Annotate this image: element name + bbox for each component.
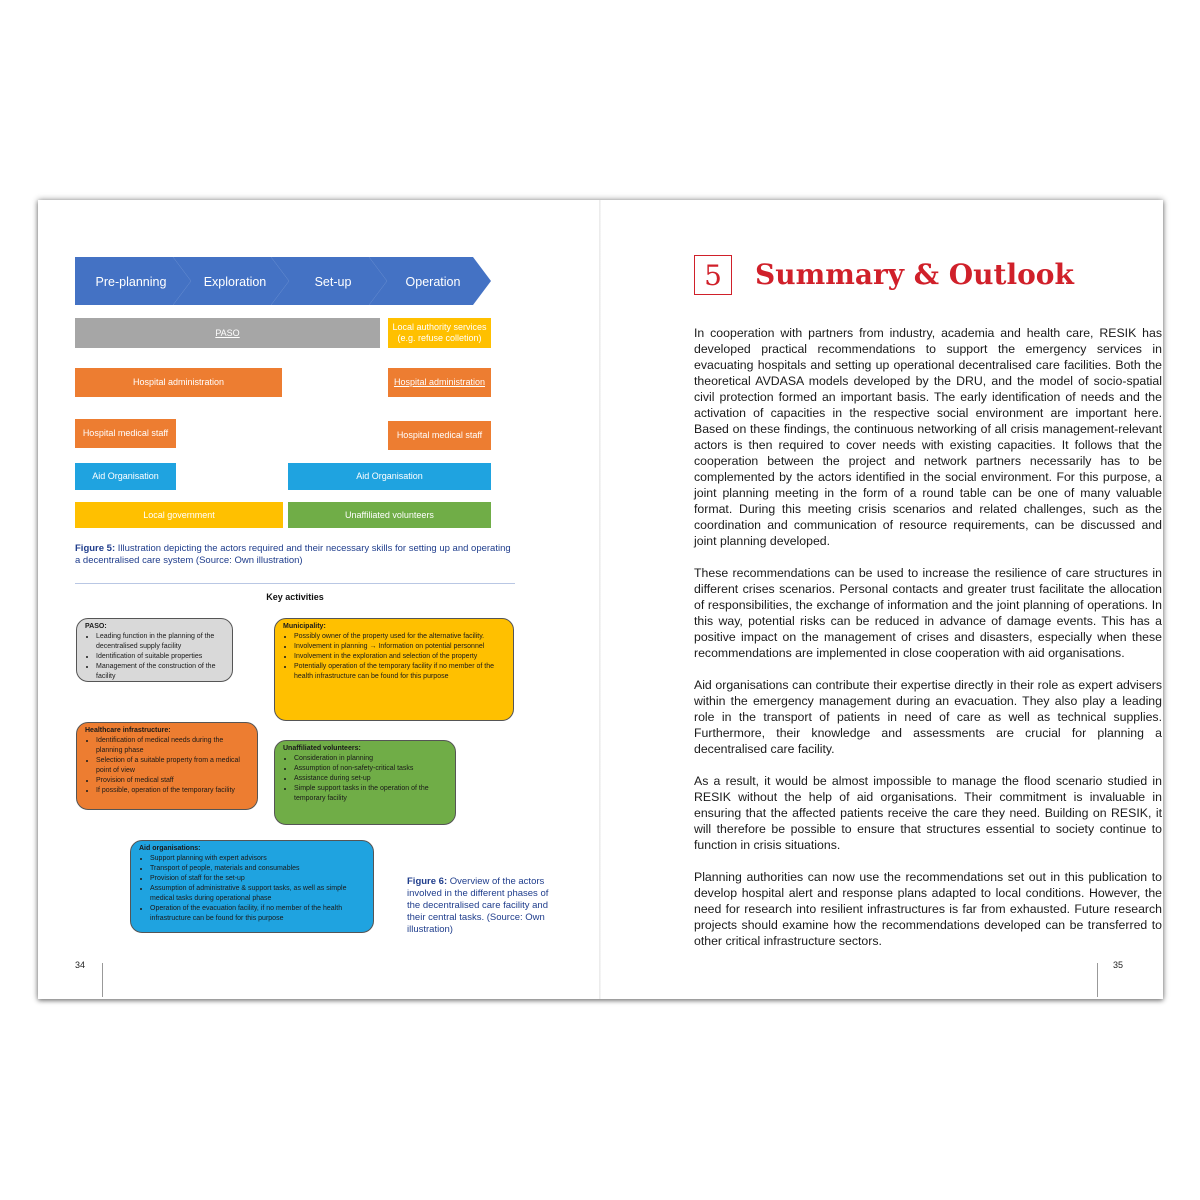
- role-medical-staff-2: Hospital medical staff: [388, 421, 491, 450]
- box-title: PASO:: [85, 623, 107, 630]
- list-item: • Provision of staff for the set-up: [150, 874, 365, 884]
- paragraph: Planning authorities can now use the recommendations set out in this publication to develop hospital alert and response plans adapted to local conditions. However, the need for research into resilient infrastructures is far from exhausted. Future research projects should examine how the recommendations developed can be transferred to other critical infrastructure sectors.: [694, 870, 1162, 948]
- chapter-title: Summary & Outlook: [755, 258, 1074, 291]
- paragraph: In cooperation with partners from industry, academia and health care, RESIK has developed practical recommendations to support the emergency services in evacuating hospitals and setting up operational decentralised care facilities. Both the theoretical AVDASA models developed by the DRU, and the model of socio-spatial civil protection formed an important basis. The early identification of needs and the activation of capacities in the respective social environment are important here. Based on these findings, the continuous networking of all crisis management-relevant actors is then required to cover needs with existing capacities. It follows that the cooperation between the project and network partners necessarily has to be complemented by the actors identified in the social environment. For this purpose, a joint planning meeting in the form of a round table can be one of many valuable format. During this meeting crisis scenarios and related challenges, such as the coordination and communication of resource requirements, can be discussed and joint planning developed.: [694, 326, 1162, 548]
- list-item: • Management of the construction of the facility: [96, 662, 224, 682]
- box-paso: [76, 618, 233, 682]
- list-item: • Provision of medical staff: [96, 776, 249, 786]
- list-item: • Identification of medical needs during the planning phase: [96, 736, 249, 756]
- list-item: • If possible, operation of the temporary facility: [96, 786, 249, 796]
- role-medical-staff-1: Hospital medical staff: [75, 419, 176, 448]
- box-aid-organisations: [130, 840, 374, 933]
- list-item: • Assumption of administrative & support tasks, as well as simple medical tasks during operational phase: [150, 884, 365, 904]
- role-aid-org-2: Aid Organisation: [288, 463, 491, 490]
- list-item: • Assistance during set-up: [294, 774, 447, 784]
- figure6-caption-text: Overview of the actors involved in the different phases of the decentralised care facility and their central tasks. (Source: Own illustration): [407, 876, 549, 935]
- box-title: Unaffiliated volunteers:: [283, 745, 361, 752]
- role-paso: PASO: [75, 318, 380, 348]
- role-local-authority: Local authority services (e.g. refuse colletion): [388, 318, 491, 348]
- box-list: [283, 754, 447, 804]
- list-item: • Transport of people, materials and consumables: [150, 864, 365, 874]
- box-healthcare: [76, 722, 258, 810]
- page-number-right: 35: [1113, 960, 1124, 970]
- phase-chevrons: [75, 257, 492, 305]
- chapter-number: 5: [694, 255, 732, 295]
- list-item: • Support planning with expert advisors: [150, 854, 365, 864]
- chevron-operation: [369, 257, 491, 305]
- box-volunteers: [274, 740, 456, 825]
- key-activities-title: Key activities: [266, 592, 324, 602]
- list-item: • Identification of suitable properties: [96, 652, 224, 662]
- box-list: [283, 632, 505, 682]
- role-local-government: Local government: [75, 502, 283, 528]
- box-list: [139, 854, 365, 924]
- box-municipality: [274, 618, 514, 721]
- box-list: [85, 736, 249, 796]
- body-text: [694, 325, 1162, 965]
- list-item: • Leading function in the planning of the decentralised supply facility: [96, 632, 224, 652]
- list-item: • Possibly owner of the property used for the alternative facility.: [294, 632, 505, 642]
- divider: [75, 583, 515, 584]
- list-item: • Operation of the evacuation facility, if no member of the health infrastructure can be found for this purpose: [150, 904, 365, 924]
- list-item: • Simple support tasks in the operation of the temporary facility: [294, 784, 447, 804]
- list-item: • Assumption of non-safety-critical tasks: [294, 764, 447, 774]
- role-hospital-admin-2: Hospital administration: [388, 368, 491, 397]
- role-aid-org-1: Aid Organisation: [75, 463, 176, 490]
- figure5-caption-text: Illustration depicting the actors required and their necessary skills for setting up and operating a decentralised care system (Source: Own illustration): [75, 543, 511, 566]
- page-number-left: 34: [75, 960, 86, 970]
- phase-label: Operation: [405, 275, 461, 289]
- figure5-caption-label: Figure 5:: [75, 543, 116, 554]
- right-page: [600, 200, 1163, 999]
- box-title: Municipality:: [283, 623, 326, 630]
- phase-label: Pre-planning: [95, 275, 167, 289]
- phase-label: Exploration: [203, 275, 267, 289]
- paragraph: These recommendations can be used to increase the resilience of care structures in different crises scenarios. Personal contacts and greater trust facilitate the allocation of responsibilities, the exchange of information and the joint planning of operations. In this way, potential risks can be reduced in advance of damage events. This has a positive impact on the management of crises and disasters, especially when these recommendations are implemented in close cooperation with aid organisations.: [694, 566, 1162, 660]
- box-title: Healthcare infrastructure:: [85, 727, 171, 734]
- page-number-line-right: [1097, 963, 1098, 997]
- left-page: [38, 200, 600, 999]
- book-spread: [38, 200, 1163, 999]
- box-title: Aid organisations:: [139, 845, 201, 852]
- list-item: • Involvement in planning → Information on potential personnel: [294, 642, 505, 652]
- figure6-caption: [407, 876, 552, 936]
- role-volunteers: Unaffiliated volunteers: [288, 502, 491, 528]
- phase-label: Set-up: [314, 275, 352, 289]
- role-hospital-admin-1: Hospital administration: [75, 368, 282, 397]
- list-item: • Consideration in planning: [294, 754, 447, 764]
- paragraph: As a result, it would be almost impossible to manage the flood scenario studied in RESIK without the help of aid organisations. Their commitment is invaluable in ensuring that the affected patients receive the care they need. Building on RESIK, it will therefore be possible to ensure that structures essential to society continue to function in crisis situations.: [694, 774, 1162, 852]
- page-number-line-left: [102, 963, 103, 997]
- figure6-caption-label: Figure 6:: [407, 876, 448, 887]
- list-item: • Selection of a suitable property from a medical point of view: [96, 756, 249, 776]
- paragraph: Aid organisations can contribute their expertise directly in their role as expert advisers within the emergency management during an evacuation. They also play a leading role in the transport of patients in need of care as well as technical supplies. Furthermore, their knowledge and assessments are crucial for planning a decentralised care facility.: [694, 678, 1162, 756]
- chevron-pre-planning: [75, 257, 191, 305]
- box-list: [85, 632, 224, 682]
- list-item: • Involvement in the exploration and selection of the property: [294, 652, 505, 662]
- list-item: • Potentially operation of the temporary facility if no member of the health infrastructure can be found for this purpose: [294, 662, 505, 682]
- figure5-caption: [75, 543, 515, 567]
